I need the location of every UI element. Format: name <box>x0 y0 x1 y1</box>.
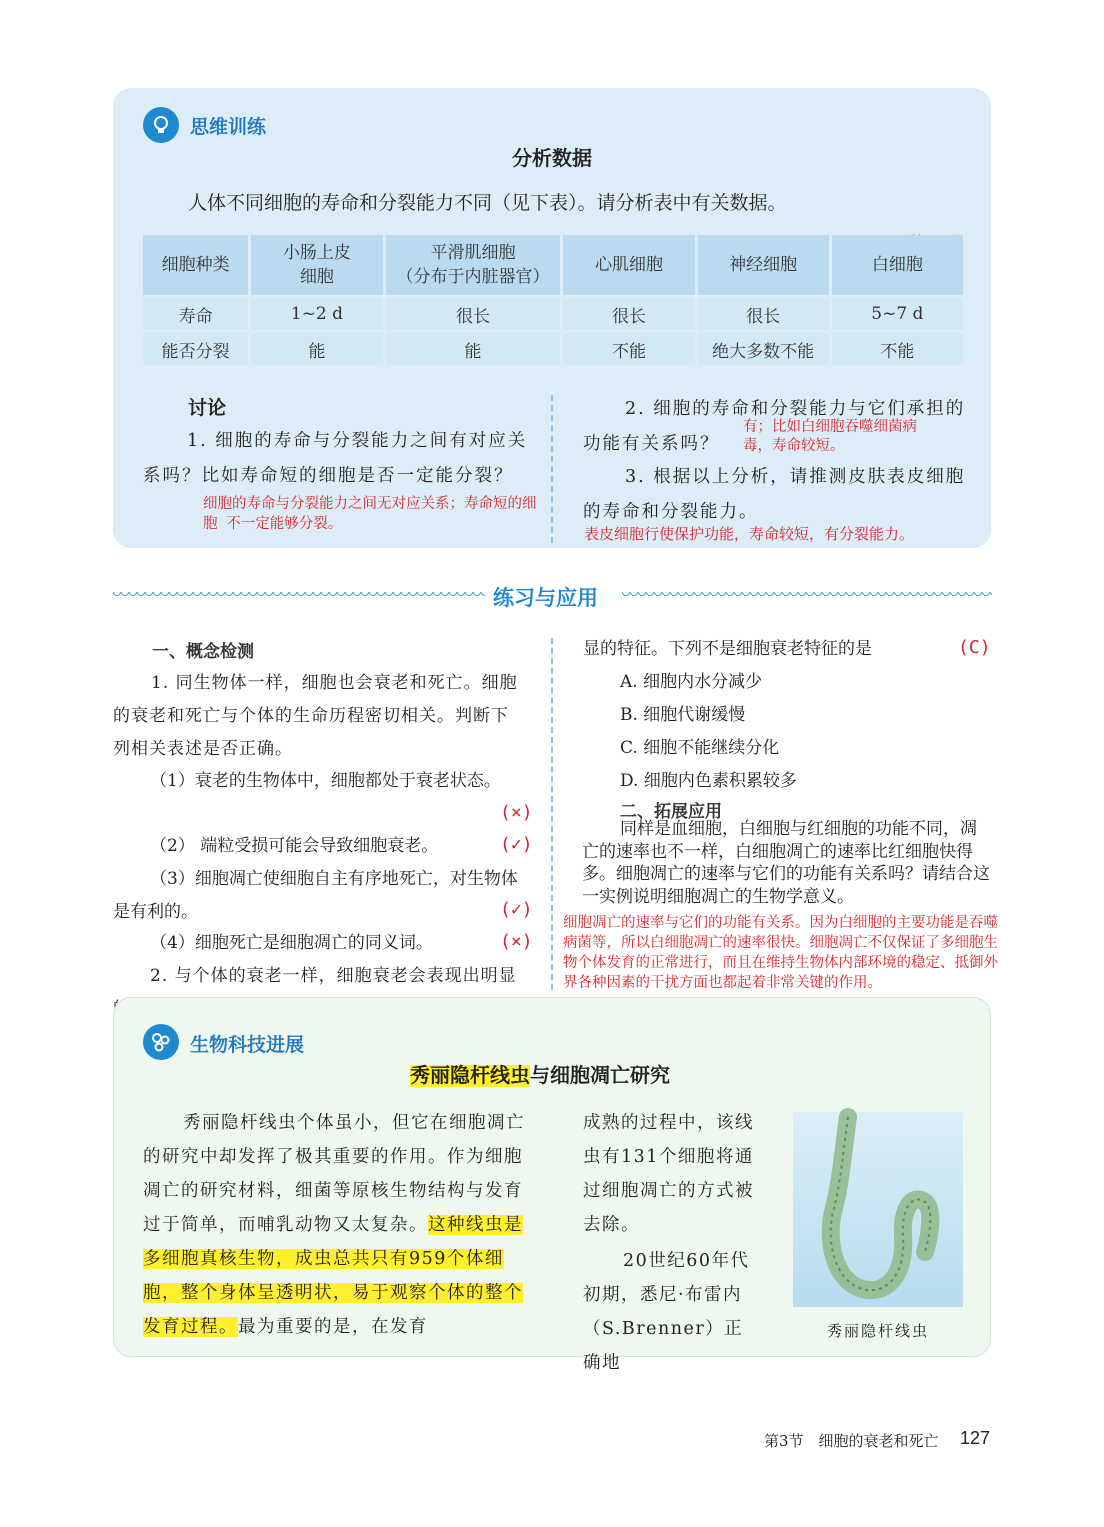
column-divider <box>551 638 553 990</box>
practice-item-1: 1. 同生物体一样，细胞也会衰老和死亡。细胞的衰老和死亡与个体的生命历程密切相关。判断下列相关表述是否正确。 <box>113 673 518 759</box>
discussion-title: 讨论 <box>188 397 227 419</box>
statement-4: （4）细胞死亡是细胞凋亡的同义词。 <box>150 933 433 953</box>
handwritten-answer-3: 表皮细胞行使保护功能，寿命较短，有分裂能力。 <box>584 525 915 543</box>
biotech-title: 秀丽隐杆线虫与细胞凋亡研究 <box>410 1065 670 1087</box>
table-header-cell: 白细胞 <box>832 235 963 295</box>
biotech-paragraph-1: 秀丽隐杆线虫个体虽小，但它在细胞凋亡的研究中却发挥了极其重要的作用。作为细胞凋亡的研究材料，细菌等原核生物结构与发育过于简单，而哺乳动物又太复杂。这种线虫是多细胞真核生物，成虫总共只有959个体细胞，整个身体呈透明状，易于观察个体的整个发育过程。最为重要的是，在发育 <box>143 1113 525 1337</box>
table-cell: 很长 <box>563 298 694 330</box>
table-cell: 能否分裂 <box>143 333 248 365</box>
option-d: D. 细胞内色素积累较多 <box>620 771 797 791</box>
wave-divider-right <box>622 592 992 600</box>
statement-mark-4: (×) <box>500 931 533 952</box>
table-header-cell: 细胞种类 <box>143 235 248 295</box>
table-header-cell: 平滑肌细胞 （分布于内脏器官） <box>386 235 561 295</box>
option-b: B. 细胞代谢缓慢 <box>620 705 746 725</box>
option-a: A. 细胞内水分减少 <box>620 672 763 692</box>
handwritten-answer-1: 细胞的寿命与分裂能力之间无对应关系；寿命短的细胞 不一定能够分裂。 <box>203 496 537 532</box>
handwritten-answer-2: 有；比如白细胞吞噬细菌病毒，寿命较短。 <box>743 419 917 454</box>
statement-mark-3: (✓) <box>500 899 533 920</box>
statement-mark-2: (✓) <box>500 834 533 855</box>
statement-3: （3）细胞凋亡使细胞自主有序地死亡，对生物体是有利的。 <box>113 869 518 922</box>
table-cell: 5~7 d <box>832 298 963 330</box>
wave-divider-left <box>113 592 485 600</box>
practice-item-2-cont: 显的特征。下列不是细胞衰老特征的是 <box>583 639 872 659</box>
table-cell: 1~2 d <box>251 298 382 330</box>
table-cell: 不能 <box>832 333 963 365</box>
handwritten-extension-answer: 细胞凋亡的速率与它们的功能有关系。因为白细胞的主要功能是吞噬病菌等，所以白细胞凋亡的速率很快。细胞凋亡不仅保证了多细胞生物个体发育的正常进行，而且在维持生物体内部环境的稳定、抵御外界各种因素的干扰方面也都起着非常关键的作用。 <box>563 915 998 991</box>
table-cell: 很长 <box>386 298 561 330</box>
discussion-q1: 1. 细胞的寿命与分裂能力之间有对应关系吗？比如寿命短的细胞是否一定能分裂？ <box>143 431 528 486</box>
section-extension: 二、拓展应用 <box>620 802 722 821</box>
statement-2: （2） 端粒受损可能会导致细胞衰老。 <box>150 836 439 856</box>
thinking-intro: 人体不同细胞的寿命和分裂能力不同（见下表）。请分析表中有关数据。 <box>188 192 787 214</box>
practice-header: 练习与应用 <box>493 587 598 610</box>
cells-icon <box>143 1024 179 1060</box>
statement-1: （1）衰老的生物体中，细胞都处于衰老状态。 <box>150 771 501 791</box>
page-number: 127 <box>960 1428 991 1448</box>
table-header-row <box>143 235 963 295</box>
table-cell: 很长 <box>698 298 829 330</box>
cell-data-table <box>140 232 966 368</box>
thinking-title: 分析数据 <box>512 148 592 170</box>
biotech-paragraph-3: 20世纪60年代初期，悉尼·布雷内（S.Brenner）正确地 <box>583 1251 750 1373</box>
table-cell: 能 <box>386 333 561 365</box>
table-cell: 能 <box>251 333 382 365</box>
discussion-q2: 2. 细胞的寿命和分裂能力与它们承担的功能有关系吗？ <box>583 399 966 454</box>
table-header-cell: 心肌细胞 <box>563 235 694 295</box>
table-row <box>143 333 963 365</box>
table-header-cell: 神经细胞 <box>698 235 829 295</box>
practice-item-2-start: 2. 与个体的衰老一样，细胞衰老会表现出明显 <box>150 966 517 986</box>
table-header-cell: 小肠上皮 细胞 <box>251 235 382 295</box>
table-cell: 不能 <box>563 333 694 365</box>
item-2-answer: (C) <box>958 637 991 658</box>
biotech-paragraph-2: 成熟的过程中，该线虫有131个细胞将通过细胞凋亡的方式被去除。 <box>583 1113 754 1235</box>
thinking-header: 思维训练 <box>190 117 267 138</box>
nematode-photo <box>793 1112 963 1307</box>
photo-caption: 秀丽隐杆线虫 <box>826 1322 929 1340</box>
table-cell: 绝大多数不能 <box>698 333 829 365</box>
lightbulb-head-icon <box>143 107 179 143</box>
biotech-header: 生物科技进展 <box>190 1035 305 1056</box>
section-concept-check: 一、概念检测 <box>152 642 254 661</box>
option-c: C. 细胞不能继续分化 <box>620 738 780 758</box>
table-row <box>143 298 963 330</box>
table-cell: 寿命 <box>143 298 248 330</box>
statement-mark-1: (×) <box>500 802 533 823</box>
discussion-q3: 3. 根据以上分析，请推测皮肤表皮细胞的寿命和分裂能力。 <box>583 467 966 522</box>
footer-section: 第3节 细胞的衰老和死亡 <box>764 1432 939 1450</box>
extension-question: 同样是血细胞，白细胞与红细胞的功能不同，凋亡的速率也不一样，白细胞凋亡的速率比红细胞快得多。细胞凋亡的速率与它们的功能有关系吗？请结合这一实例说明细胞凋亡的生物学意义。 <box>582 819 990 907</box>
column-divider <box>551 395 553 543</box>
